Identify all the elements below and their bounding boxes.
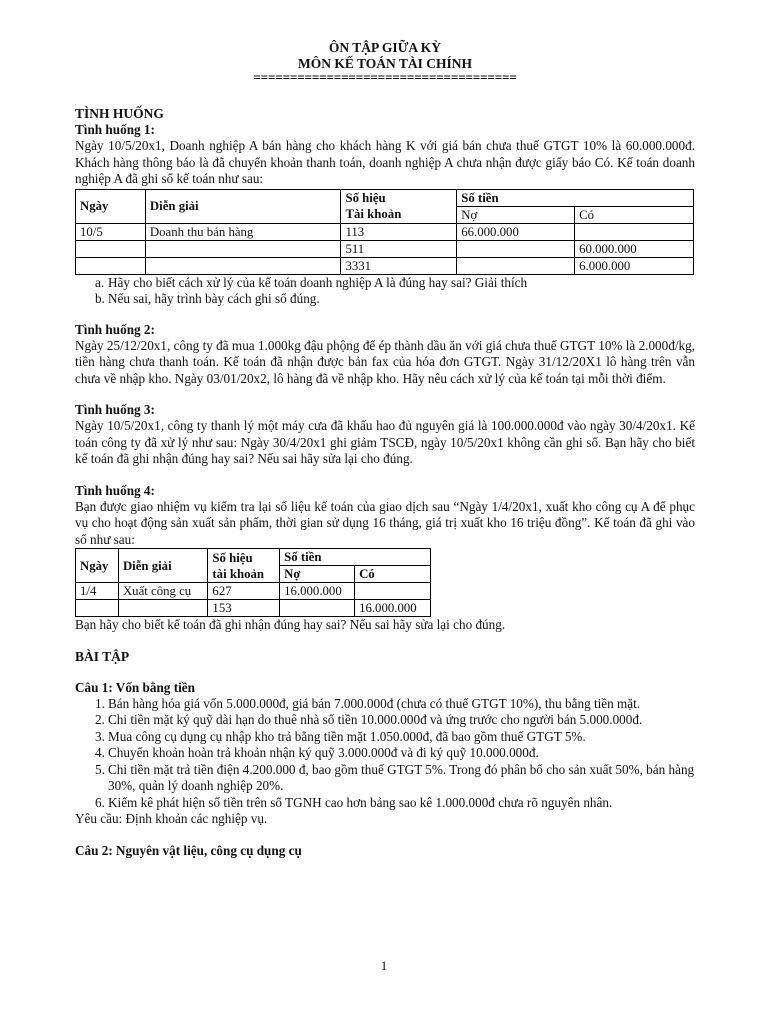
question-1-items: [75, 696, 695, 812]
header-account-line2: Tài khoản: [345, 207, 402, 221]
list-marker: a.: [95, 274, 105, 290]
header-account-line1: Số hiệu: [212, 550, 253, 565]
list-item: [75, 291, 695, 307]
cell-date: 10/5: [76, 223, 146, 240]
header-account: [341, 189, 457, 223]
header-date: Ngày: [76, 189, 146, 223]
case-2-heading: Tình huống 2:: [75, 321, 155, 337]
list-item-text: Hãy cho biết cách xử lý của kế toán doanh nghiệp A là đúng hay sai? Giải thích: [108, 274, 528, 290]
case-4-heading: Tình huống 4:: [75, 482, 155, 498]
list-marker: 6.: [95, 794, 105, 810]
table-row: [76, 583, 431, 600]
cell-debit: [457, 257, 575, 274]
case-4-text: Bạn được giao nhiệm vụ kiểm tra lại số liệu kế toán của giao dịch sau “Ngày 1/4/20x1, xuất kho công cụ A để phục vụ cho hoạt động sản xuất sản phẩm, thời gian sử dụng 16 tháng, giá trị xuất kho 16 triệu đồng”. Kế toán đã ghi vào sổ như sau:: [75, 498, 695, 547]
list-item: [75, 762, 695, 795]
title-separator: ====================================: [253, 70, 517, 85]
list-item: [75, 729, 695, 746]
table-header-row: [76, 189, 694, 206]
cell-account: 627: [208, 583, 280, 600]
cell-description: [145, 257, 341, 274]
list-marker: 3.: [95, 728, 105, 744]
list-item-text: Mua công cụ dụng cụ nhập kho trả bằng tiền mặt 1.050.000đ, đã bao gồm thuế GTGT 5%.: [108, 728, 586, 744]
cell-debit: 16.000.000: [280, 583, 355, 600]
list-item: [75, 745, 695, 762]
list-item-text: Kiểm kê phát hiện số tiền trên sổ TGNH cao hơn bảng sao kê 1.000.000đ chưa rõ nguyên nhân.: [108, 794, 613, 810]
header-debit: Nợ: [457, 206, 575, 223]
list-item-text: Chuyển khoản hoàn trả khoản nhận ký quỹ 3.000.000đ và đi ký quỹ 10.000.000đ.: [108, 745, 539, 760]
cell-credit: 16.000.000: [355, 600, 431, 617]
cell-date: [76, 600, 119, 617]
list-item: [75, 795, 695, 812]
question-1-heading: Câu 1: Vốn bằng tiền: [75, 679, 195, 695]
list-marker: 4.: [95, 745, 105, 760]
list-item-text: Bán hàng hóa giá vốn 5.000.000đ, giá bán 7.000.000đ (chưa có thuế GTGT 10%), thu bằng tiền mặt.: [108, 695, 641, 711]
list-item-text: Nếu sai, hãy trình bày cách ghi sổ đúng.: [108, 290, 320, 306]
document-page: [75, 40, 695, 859]
cell-account: 113: [341, 223, 457, 240]
case-4-ledger-table: [75, 548, 431, 617]
header-credit: Có: [355, 566, 431, 583]
cell-credit: 6.000.000: [575, 257, 694, 274]
document-subtitle: MÔN KẾ TOÁN TÀI CHÍNH: [297, 56, 473, 71]
list-marker: 5.: [95, 761, 105, 777]
case-2-text: Ngày 25/12/20x1, công ty đã mua 1.000kg đậu phộng để ép thành dầu ăn với giá chưa thuế GTGT 10% là 2.000đ/kg, tiền hàng chưa thanh toán. Kế toán đã nhận được bản fax của hóa đơn GTGT. Ngày 31/12/20X1 lô hàng trên vẫn chưa về nhập kho. Ngày 03/01/20x2, lô hàng đã về nhập kho. Hãy nêu cách xử lý của kế toán tại mỗi thời điểm.: [75, 337, 695, 386]
case-1-text: Ngày 10/5/20x1, Doanh nghiệp A bán hàng cho khách hàng K với giá bán chưa thuế GTGT 10% là 60.000.000đ. Khách hàng thông báo là đã chuyển khoản thanh toán, doanh nghiệp A chưa nhận được giấy báo Có. Kế toán doanh nghiệp A đã ghi sổ kế toán như sau:: [75, 138, 695, 186]
list-marker: 1.: [95, 695, 105, 711]
cell-description: [145, 240, 341, 257]
cell-account: 153: [208, 600, 280, 617]
cell-description: Xuất công cụ: [118, 583, 207, 600]
section-heading-exercises: BÀI TẬP: [75, 648, 130, 664]
list-marker: 2.: [95, 712, 105, 727]
header-debit: Nợ: [280, 566, 355, 583]
header-date: Ngày: [76, 549, 119, 583]
page-number: 1: [380, 958, 388, 973]
cell-debit: [280, 600, 355, 617]
cell-date: [76, 257, 146, 274]
header-account-line1: Số hiệu: [345, 191, 386, 205]
list-item-text: Chi tiền mặt ký quỹ dài hạn do thuê nhà số tiền 10.000.000đ và ứng trước cho người bán 5.000.000đ.: [108, 712, 643, 727]
list-marker: b.: [95, 290, 105, 306]
document-title: ÔN TẬP GIỮA KỲ: [328, 40, 442, 55]
cell-debit: 66.000.000: [457, 223, 575, 240]
header-description: Diễn giải: [118, 549, 207, 583]
header-amount: Số tiền: [280, 549, 431, 566]
cell-date: 1/4: [76, 583, 119, 600]
case-3-heading: Tình huống 3:: [75, 402, 155, 417]
header-amount: Số tiền: [457, 189, 694, 206]
case-4-question: Bạn hãy cho biết kế toán đã ghi nhận đúng hay sai? Nếu sai hãy sửa lại cho đúng.: [75, 617, 506, 632]
header-account-line2: tài khoản: [212, 566, 264, 581]
cell-description: [118, 600, 207, 617]
header-account: [208, 549, 280, 583]
list-item: [75, 275, 695, 291]
case-1-heading: Tình huống 1:: [75, 122, 155, 137]
section-heading-situations: TÌNH HUỐNG: [75, 106, 164, 121]
case-1-ledger-table: [75, 189, 694, 275]
question-1-requirement: Yêu cầu: Định khoản các nghiệp vụ.: [75, 811, 268, 826]
question-2-heading: Câu 2: Nguyên vật liệu, công cụ dụng cụ: [75, 842, 302, 858]
case-3-text: Ngày 10/5/20x1, công ty thanh lý một máy cưa đã khấu hao đủ nguyên giá là 100.000.000đ vào ngày 30/4/20x1. Kế toán công ty đã xử lý như sau: Ngày 30/4/20x1 ghi giảm TSCĐ, ngày 10/5/20x1 không cần ghi sổ. Bạn hãy cho biết kế toán đã ghi nhận đúng hay sai? Nếu sai hãy sửa lại cho đúng.: [75, 418, 695, 466]
cell-account: 3331: [341, 257, 457, 274]
cell-date: [76, 240, 146, 257]
list-item: [75, 712, 695, 729]
cell-account: 511: [341, 240, 457, 257]
table-row: [76, 600, 431, 617]
list-item: [75, 696, 695, 713]
table-row: [76, 223, 694, 240]
table-row: [76, 240, 694, 257]
case-1-questions: [75, 275, 695, 307]
cell-credit: 60.000.000: [575, 240, 694, 257]
cell-debit: [457, 240, 575, 257]
list-item-text: Chi tiền mặt trả tiền điện 4.200.000 đ, bao gồm thuế GTGT 5%. Trong đó phân bổ cho sản xuất 50%, bán hàng 30%, quản lý doanh nghiệp 20%.: [108, 761, 695, 793]
cell-credit: [355, 583, 431, 600]
header-credit: Có: [575, 206, 694, 223]
header-description: Diễn giải: [145, 189, 341, 223]
table-header-row: [76, 549, 431, 566]
table-row: [76, 257, 694, 274]
cell-credit: [575, 223, 694, 240]
cell-description: Doanh thu bán hàng: [145, 223, 341, 240]
